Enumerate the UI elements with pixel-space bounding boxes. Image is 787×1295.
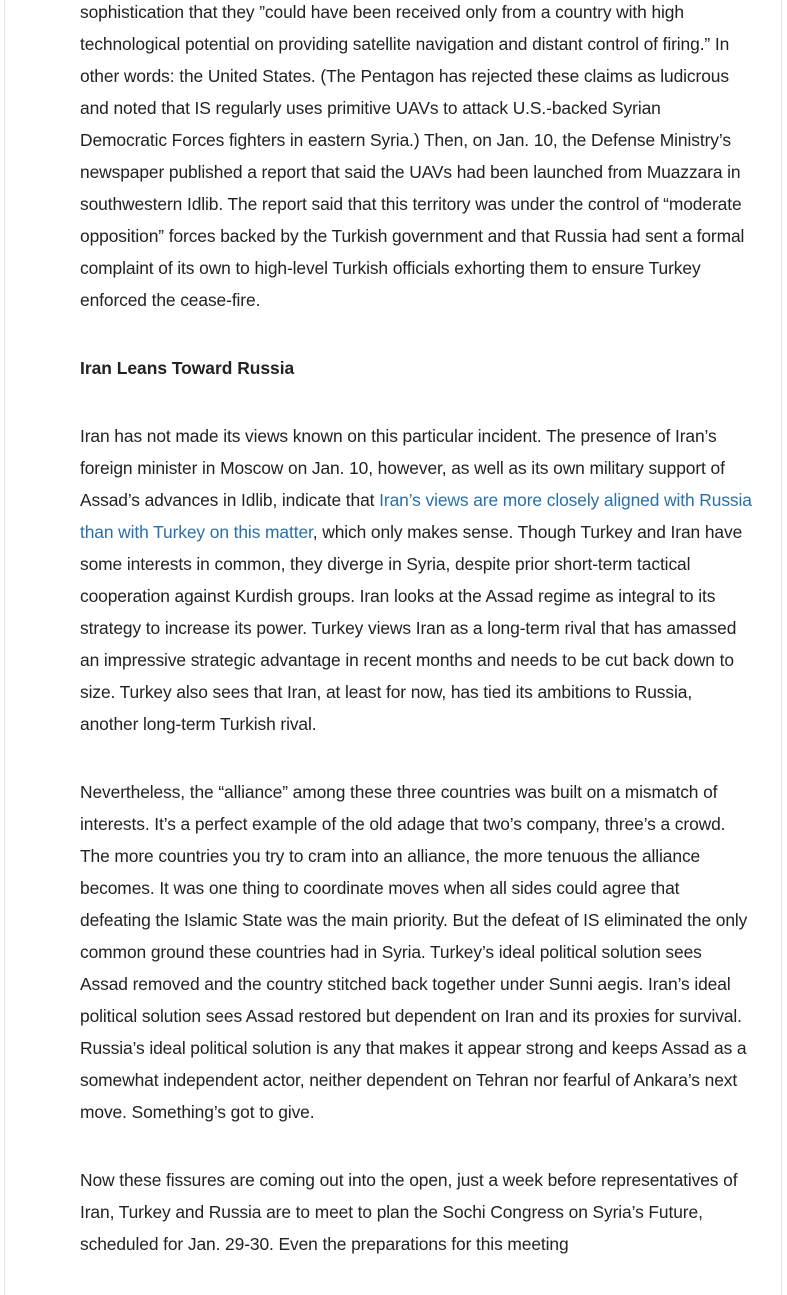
- paragraph-iran-views-rest: , which only makes sense. Though Turkey and Iran have some interests in common, they diverge in Syria, despite prior short-term tactical cooperation against Kurdish groups. Iran looks at the Assad regime as integral to its strategy to increase its power. Turkey views Iran as a long-term rival that has amassed an impressive strategic advantage in recent months and needs to be cut back down to size. Turkey also sees that Iran, at least for now, has tied its ambitions to Russia, another long-term Turkish rival.: [80, 522, 743, 734]
- left-border: [4, 0, 5, 1295]
- right-border: [781, 0, 782, 1295]
- section-heading-iran: Iran Leans Toward Russia: [80, 358, 295, 378]
- iran-views-link[interactable]: Iran’s views are more closely aligned with Russia than with Turkey on this matter: [80, 490, 752, 542]
- paragraph-iran-views-lead: Iran has not made its views known on this particular incident. The presence of Iran’s foreign minister in Moscow on Jan. 10, however, as well as its own military support of Assad’s advances in Idlib, indicate that: [80, 426, 725, 510]
- paragraph-uav-report: sophistication that they ”could have been received only from a country with high technological potential on providing satellite navigation and distant control of firing.” In other words: the United States. (The Pentagon has rejected these claims as ludicrous and noted that IS regularly uses primitive UAVs to attack U.S.-backed Syrian Democratic Forces fighters in eastern Syria.) Then, on Jan. 10, the Defense Ministry’s newspaper published a report that said the UAVs had been launched from Muazzara in southwestern Idlib. The report said that this territory was under the control of “moderate opposition” forces backed by the Turkish government and that Russia had sent a formal complaint of its own to high-level Turkish officials exhorting them to ensure Turkey enforced the cease-fire.: [80, 2, 745, 310]
- article-body: [80, 0, 752, 1295]
- paragraph-alliance-mismatch: Nevertheless, the “alliance” among these three countries was built on a mismatch of interests. It’s a perfect example of the old adage that two’s company, three’s a crowd. The more countries you try to cram into an alliance, the more tenuous the alliance becomes. It was one thing to coordinate moves when all sides could agree that defeating the Islamic State was the main priority. But the defeat of IS eliminated the only common ground these countries had in Syria. Turkey’s ideal political solution sees Assad removed and the country stitched back together under Sunni aegis. Iran’s ideal political solution sees Assad restored but dependent on Iran and its proxies for survival. Russia’s ideal political solution is any that makes it appear strong and keeps Assad as a somewhat independent actor, neither dependent on Tehran nor fearful of Ankara’s next move. Something’s got to give.: [80, 782, 748, 1122]
- paragraph-sochi-congress: Now these fissures are coming out into the open, just a week before representatives of Iran, Turkey and Russia are to meet to plan the Sochi Congress on Syria’s Future, scheduled for Jan. 29-30. Even the preparations for this meeting: [80, 1170, 738, 1254]
- paragraph-iran-views: [80, 420, 752, 740]
